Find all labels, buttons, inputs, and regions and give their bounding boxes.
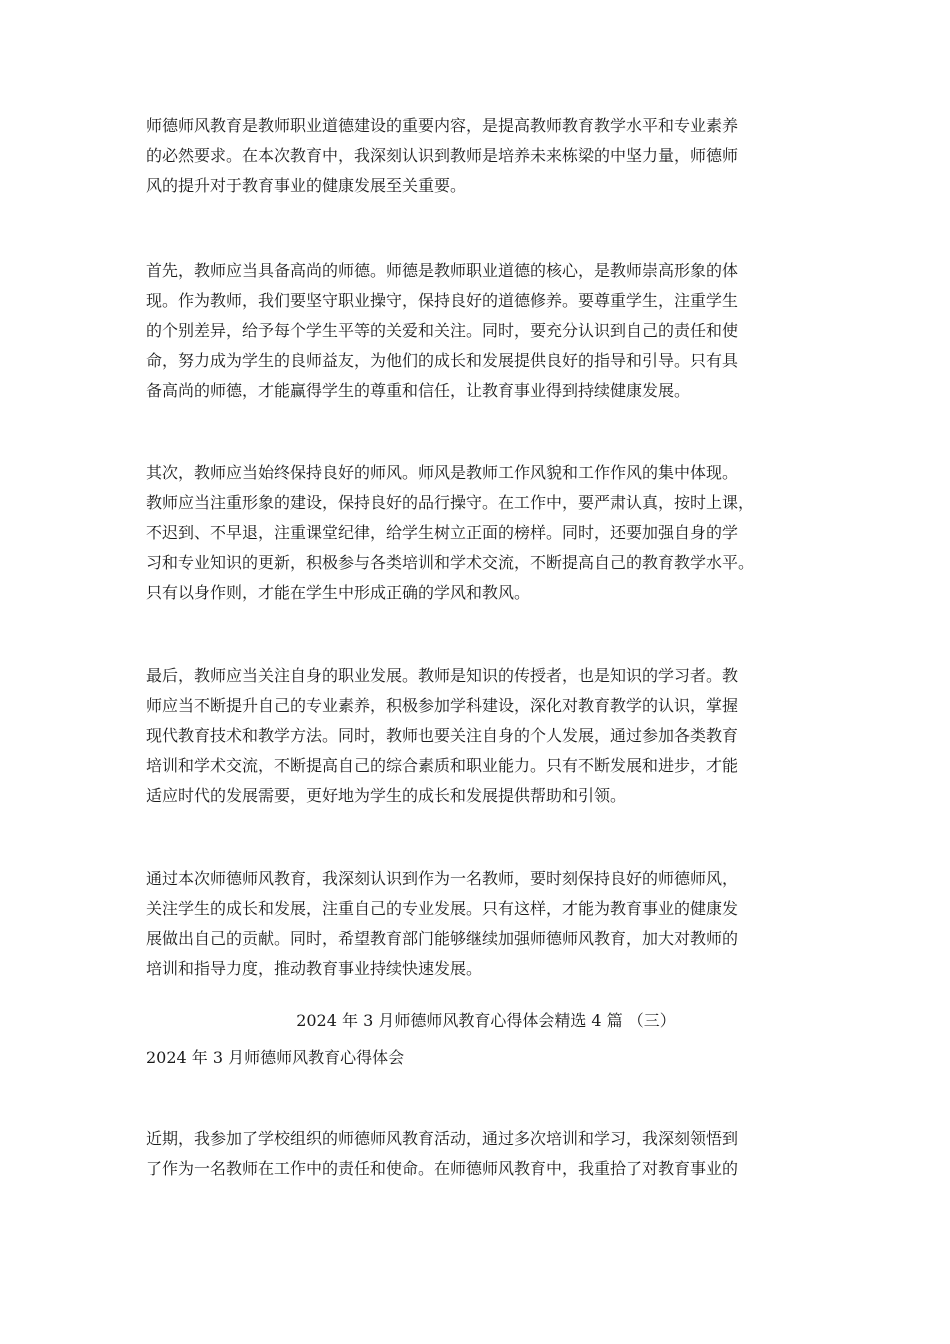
paragraph-line: 师德师风教育是教师职业道德建设的重要内容，是提高教师教育教学水平和专业素养	[146, 116, 739, 135]
paragraph-line: 师应当不断提升自己的专业素养，积极参加学科建设，深化对教育教学的认识，掌握	[146, 696, 739, 715]
paragraph-line: 培训和学术交流，不断提高自己的综合素质和职业能力。只有不断发展和进步，才能	[146, 756, 739, 775]
paragraph-line: 风的提升对于教育事业的健康发展至关重要。	[146, 176, 467, 195]
paragraph-next-section	[146, 1124, 826, 1184]
paragraph-line: 最后，教师应当关注自身的职业发展。教师是知识的传授者，也是知识的学习者。教	[146, 666, 739, 685]
paragraph-line: 关注学生的成长和发展，注重自己的专业发展。只有这样，才能为教育事业的健康发	[146, 899, 739, 918]
paragraph-line: 培训和指导力度，推动教育事业持续快速发展。	[146, 959, 483, 978]
paragraph-line: 首先，教师应当具备高尚的师德。师德是教师职业道德的核心，是教师崇高形象的体	[146, 261, 739, 280]
paragraph-line: 展做出自己的贡献。同时，希望教育部门能够继续加强师德师风教育，加大对教师的	[146, 929, 739, 948]
section-heading: 2024 年 3 月师德师风教育心得体会精选 4 篇 （三）	[296, 1011, 676, 1030]
paragraph-intro	[146, 111, 826, 201]
paragraph-line: 备高尚的师德，才能赢得学生的尊重和信任，让教育事业得到持续健康发展。	[146, 381, 691, 400]
paragraph-line: 通过本次师德师风教育，我深刻认识到作为一名教师，要时刻保持良好的师德师风，	[146, 869, 739, 888]
paragraph-line: 适应时代的发展需要，更好地为学生的成长和发展提供帮助和引领。	[146, 786, 627, 805]
paragraph-line: 命，努力成为学生的良师益友，为他们的成长和发展提供良好的指导和引导。只有具	[146, 351, 739, 370]
paragraph-line: 教师应当注重形象的建设，保持良好的品行操守。在工作中，要严肃认真，按时上课，	[146, 493, 755, 512]
paragraph-line: 近期，我参加了学校组织的师德师风教育活动，通过多次培训和学习，我深刻领悟到	[146, 1129, 739, 1148]
paragraph-line: 只有以身作则，才能在学生中形成正确的学风和教风。	[146, 583, 531, 602]
paragraph-line: 现。作为教师，我们要坚守职业操守，保持良好的道德修养。要尊重学生，注重学生	[146, 291, 739, 310]
section-subheading: 2024 年 3 月师德师风教育心得体会	[146, 1048, 405, 1067]
paragraph-line: 的必然要求。在本次教育中，我深刻认识到教师是培养未来栋梁的中坚力量，师德师	[146, 146, 739, 165]
paragraph-line: 了作为一名教师在工作中的责任和使命。在师德师风教育中，我重拾了对教育事业的	[146, 1159, 739, 1178]
paragraph-first	[146, 256, 826, 406]
paragraph-third	[146, 661, 826, 811]
paragraph-conclusion	[146, 864, 826, 984]
paragraph-second	[146, 458, 826, 608]
paragraph-line: 不迟到、不早退，注重课堂纪律，给学生树立正面的榜样。同时，还要加强自身的学	[146, 523, 739, 542]
paragraph-line: 其次，教师应当始终保持良好的师风。师风是教师工作风貌和工作作风的集中体现。	[146, 463, 739, 482]
paragraph-line: 的个别差异，给予每个学生平等的关爱和关注。同时，要充分认识到自己的责任和使	[146, 321, 739, 340]
paragraph-line: 习和专业知识的更新，积极参与各类培训和学术交流，不断提高自己的教育教学水平。	[146, 553, 755, 572]
paragraph-line: 现代教育技术和教学方法。同时，教师也要关注自身的个人发展，通过参加各类教育	[146, 726, 739, 745]
